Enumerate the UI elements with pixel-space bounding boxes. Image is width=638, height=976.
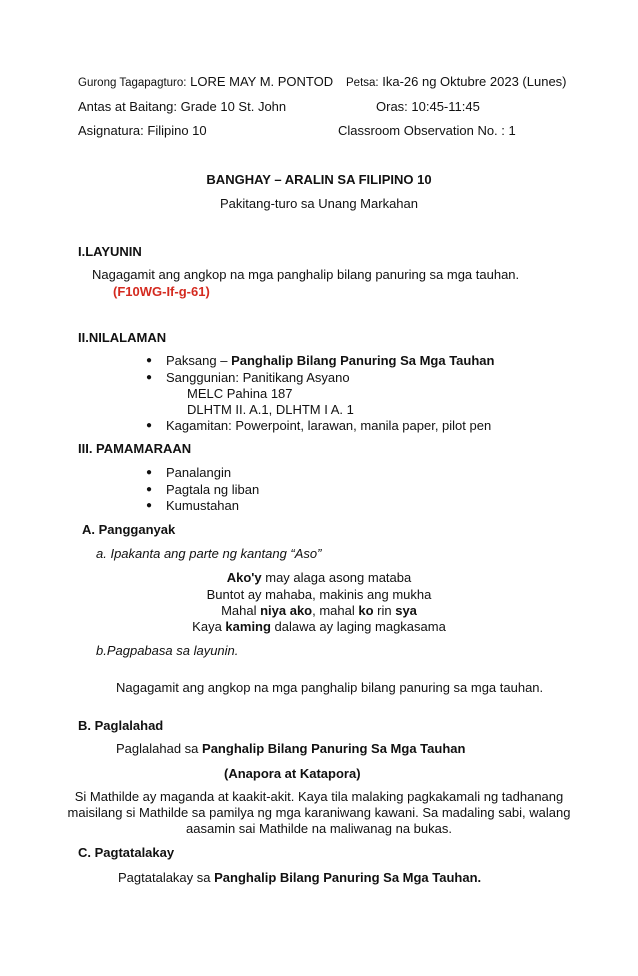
paglalahad-intro-text: Paglalahad sa (116, 741, 199, 756)
pagtatalakay-topic: Panghalip Bilang Panuring Sa Mga Tauhan. (214, 870, 482, 885)
pagtatalakay-heading: C. Pagtatalakay (78, 845, 175, 860)
paglalahad-paragraph-line: aasamin sai Mathilde na maliwanag na bukas. (186, 821, 452, 836)
paglalahad-topic: Panghalip Bilang Panuring Sa Mga Tauhan (202, 741, 466, 756)
song-line-4 (0, 619, 638, 635)
reference-melc: MELC Pahina 187 (187, 386, 293, 401)
bullet-icon: ● (146, 484, 153, 495)
song-text: Kaya (192, 619, 226, 634)
song-line-1 (0, 570, 638, 586)
layunin-code: (F10WG-If-g-61) (113, 284, 210, 299)
document-title: BANGHAY – ARALIN SA FILIPINO 10 (206, 172, 432, 187)
teacher-label: Gurong Tagapagturo: (78, 77, 187, 89)
teacher-name: LORE MAY M. PONTOD (190, 74, 334, 89)
pagtatalakay-intro (118, 870, 481, 886)
observation-number: Classroom Observation No. : 1 (338, 123, 516, 138)
document-subtitle: Pakitang-turo sa Unang Markahan (219, 196, 418, 211)
layunin-text: Nagagamit ang angkop na mga panghalip bilang panuring sa mga tauhan. (92, 267, 520, 282)
song-text: dalawa ay laging magkasama (270, 619, 446, 634)
bullet-icon: ● (146, 420, 153, 431)
teacher-line (78, 74, 333, 91)
song-line-3 (0, 603, 638, 619)
date-value: Ika-26 ng Oktubre 2023 (Lunes) (382, 74, 567, 89)
song-emphasis: kaming (225, 619, 271, 634)
pamamaraan-heading: III. PAMAMARAAN (78, 441, 192, 456)
paglalahad-intro (116, 741, 465, 757)
bullet-icon: ● (146, 355, 153, 366)
nilalaman-heading: II.NILALAMAN (78, 330, 167, 345)
layunin-heading: I.LAYUNIN (78, 244, 142, 259)
paksa-label: Paksang – (166, 353, 228, 368)
pangganyak-heading: A. Pangganyak (82, 522, 176, 537)
song-text: rin (373, 603, 396, 618)
bullet-icon: ● (146, 500, 153, 511)
sanggunian: Sanggunian: Panitikang Asyano (166, 370, 350, 385)
paglalahad-subtopic: (Anapora at Katapora) (224, 766, 361, 781)
pamamaraan-item: Panalangin (166, 465, 232, 480)
date-label: Petsa: (346, 77, 379, 89)
pagtatalakay-intro-text: Pagtatalakay sa (118, 870, 211, 885)
time: Oras: 10:45-11:45 (376, 99, 480, 114)
song-text: Mahal (221, 603, 261, 618)
pangganyak-b-label: b.Pagpabasa sa layunin. (96, 643, 239, 658)
song-emphasis: ko (358, 603, 374, 618)
song-text: may alaga asong mataba (261, 570, 412, 585)
pangganyak-b-text: Nagagamit ang angkop na mga panghalip bilang panuring sa mga tauhan. (116, 680, 544, 695)
song-emphasis: sya (395, 603, 417, 618)
kagamitan: Kagamitan: Powerpoint, larawan, manila paper, pilot pen (166, 418, 492, 433)
reference-dlhtm: DLHTM II. A.1, DLHTM I A. 1 (187, 402, 354, 417)
date-line (346, 74, 567, 91)
pamamaraan-item: Kumustahan (166, 498, 239, 513)
bullet-icon: ● (146, 372, 153, 383)
subject: Asignatura: Filipino 10 (78, 123, 207, 138)
song-emphasis: niya ako (260, 603, 313, 618)
paksa-line (166, 353, 494, 369)
song-line-2: Buntot ay mahaba, makinis ang mukha (206, 587, 432, 602)
paglalahad-paragraph-line: Si Mathilde ay maganda at kaakit-akit. Kaya tila malaking pagkakamali ng tadhanang (74, 789, 564, 804)
paglalahad-paragraph-line: maisilang si Mathilde sa pamilya ng mga karaniwang kawani. Sa madaling sabi, walang (67, 805, 571, 820)
grade-section: Antas at Baitang: Grade 10 St. John (78, 99, 287, 114)
pamamaraan-item: Pagtala ng liban (166, 482, 260, 497)
song-emphasis: Ako'y (226, 570, 262, 585)
paksa-value: Panghalip Bilang Panuring Sa Mga Tauhan (231, 353, 495, 368)
pangganyak-a-label: a. Ipakanta ang parte ng kantang “Aso” (96, 546, 322, 561)
paglalahad-heading: B. Paglalahad (78, 718, 164, 733)
song-text: , mahal (312, 603, 359, 618)
bullet-icon: ● (146, 467, 153, 478)
